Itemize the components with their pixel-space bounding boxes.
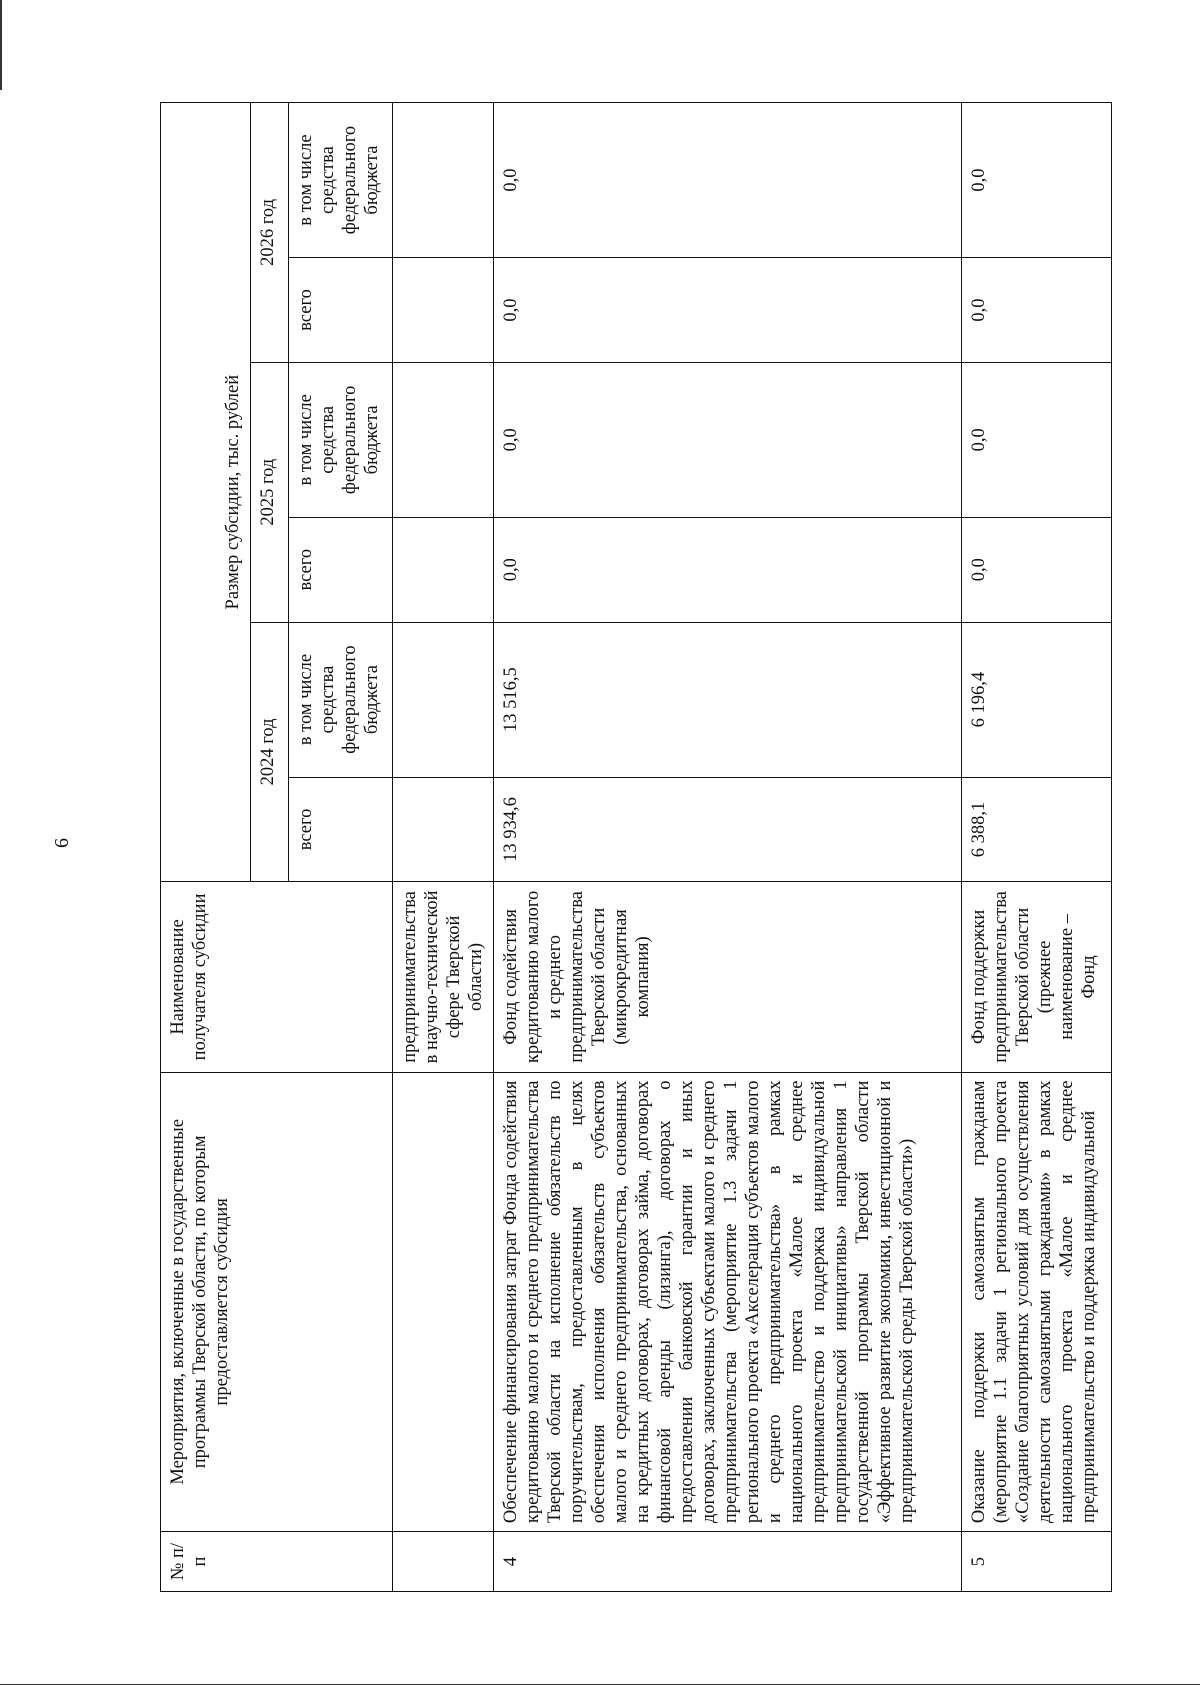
row-recipient: предпринимательства в научно-технической сфере Тверской области): [393, 882, 494, 1072]
row-2025-federal: [393, 362, 494, 517]
subsidy-table: [160, 102, 1112, 1592]
header-2025-federal: в том числе средства федерального бюджета: [289, 362, 393, 517]
header-event: Мероприятия, включенные в государственные программы Тверской области, по которым предоставляется субсидия: [161, 1072, 393, 1532]
row-2025-total: [393, 517, 494, 622]
row-2026-federal: 0,0: [494, 103, 962, 258]
header-2024-total: всего: [289, 777, 393, 882]
header-subsidy-size: Размер субсидии, тыс. рублей: [161, 103, 251, 882]
row-2024-federal: 6 196,4: [962, 622, 1112, 777]
row-2024-federal: [393, 622, 494, 777]
header-2025-total: всего: [289, 517, 393, 622]
table-row: [962, 103, 1112, 1592]
row-num: 4: [494, 1532, 962, 1592]
header-year-2024: 2024 год: [251, 622, 289, 882]
row-2024-total: [393, 777, 494, 882]
header-num: № п/п: [161, 1532, 393, 1592]
header-2026-federal: в том числе средства федерального бюджета: [289, 103, 393, 258]
row-2025-total: 0,0: [962, 517, 1112, 622]
row-2024-federal: 13 516,5: [494, 622, 962, 777]
row-2024-total: 6 388,1: [962, 777, 1112, 882]
row-recipient: Фонд поддержки предпринимательства Тверской области (прежнее наименование – Фонд: [962, 882, 1112, 1072]
row-event: Оказание поддержки самозанятым гражданам (мероприятие 1.1 задачи 1 регионального проекта «Создание благоприятных условий для осуществления деятельности самозанятыми гражданами» в рамках национального проекта «Малое и среднее предпринимательство и поддержка индивидуальной: [962, 1072, 1112, 1532]
row-2026-total: 0,0: [962, 258, 1112, 363]
row-2025-federal: 0,0: [494, 362, 962, 517]
table-row: [393, 103, 494, 1592]
header-recipient: Наименование получателя субсидии: [161, 882, 393, 1072]
header-2026-total: всего: [289, 258, 393, 363]
header-row-top: [161, 103, 251, 1592]
row-2026-federal: 0,0: [962, 103, 1112, 258]
row-event: Обеспечение финансирования затрат Фонда содействия кредитованию малого и среднего предпринимательства Тверской области на исполнение обязательств по поручительствам, предоставленным в целях обеспечения исполнения обязательств субъектов малого и среднего предпринимательства, основанных на кредитных договорах, договорах займа, договорах финансовой аренды (лизинга), договорах о предоставлении банковской гарантии и иных договорах, заключенных субъектами малого и среднего предпринимательства (мероприятие 1.3 задачи 1 регионального проекта «Акселерация субъектов малого и среднего предпринимательства» в рамках национального проекта «Малое и среднее предпринимательство и поддержка индивидуальной предпринимательской инициативы» направления 1 государственной программы Тверской области «Эффективное развитие экономики, инвестиционной и предпринимательской среды Тверской области»): [494, 1072, 962, 1532]
row-2025-total: 0,0: [494, 517, 962, 622]
scan-edge-bottom: [0, 1684, 1200, 1685]
row-event: [393, 1072, 494, 1532]
row-2024-total: 13 934,6: [494, 777, 962, 882]
rotated-table-wrapper: [160, 102, 1110, 1592]
page-number: 6: [51, 838, 73, 848]
header-2024-federal: в том числе средства федерального бюджета: [289, 622, 393, 777]
row-recipient: Фонд содействия кредитованию малого и среднего предпринимательства Тверской области (микрокредитная компания): [494, 882, 962, 1072]
header-year-2025: 2025 год: [251, 362, 289, 622]
row-num: 5: [962, 1532, 1112, 1592]
header-year-2026: 2026 год: [251, 103, 289, 363]
row-2026-total: 0,0: [494, 258, 962, 363]
row-2026-federal: [393, 103, 494, 258]
scan-edge-top: [0, 0, 2, 90]
row-2026-total: [393, 258, 494, 363]
row-num: [393, 1532, 494, 1592]
table-row: [494, 103, 962, 1592]
row-2025-federal: 0,0: [962, 362, 1112, 517]
